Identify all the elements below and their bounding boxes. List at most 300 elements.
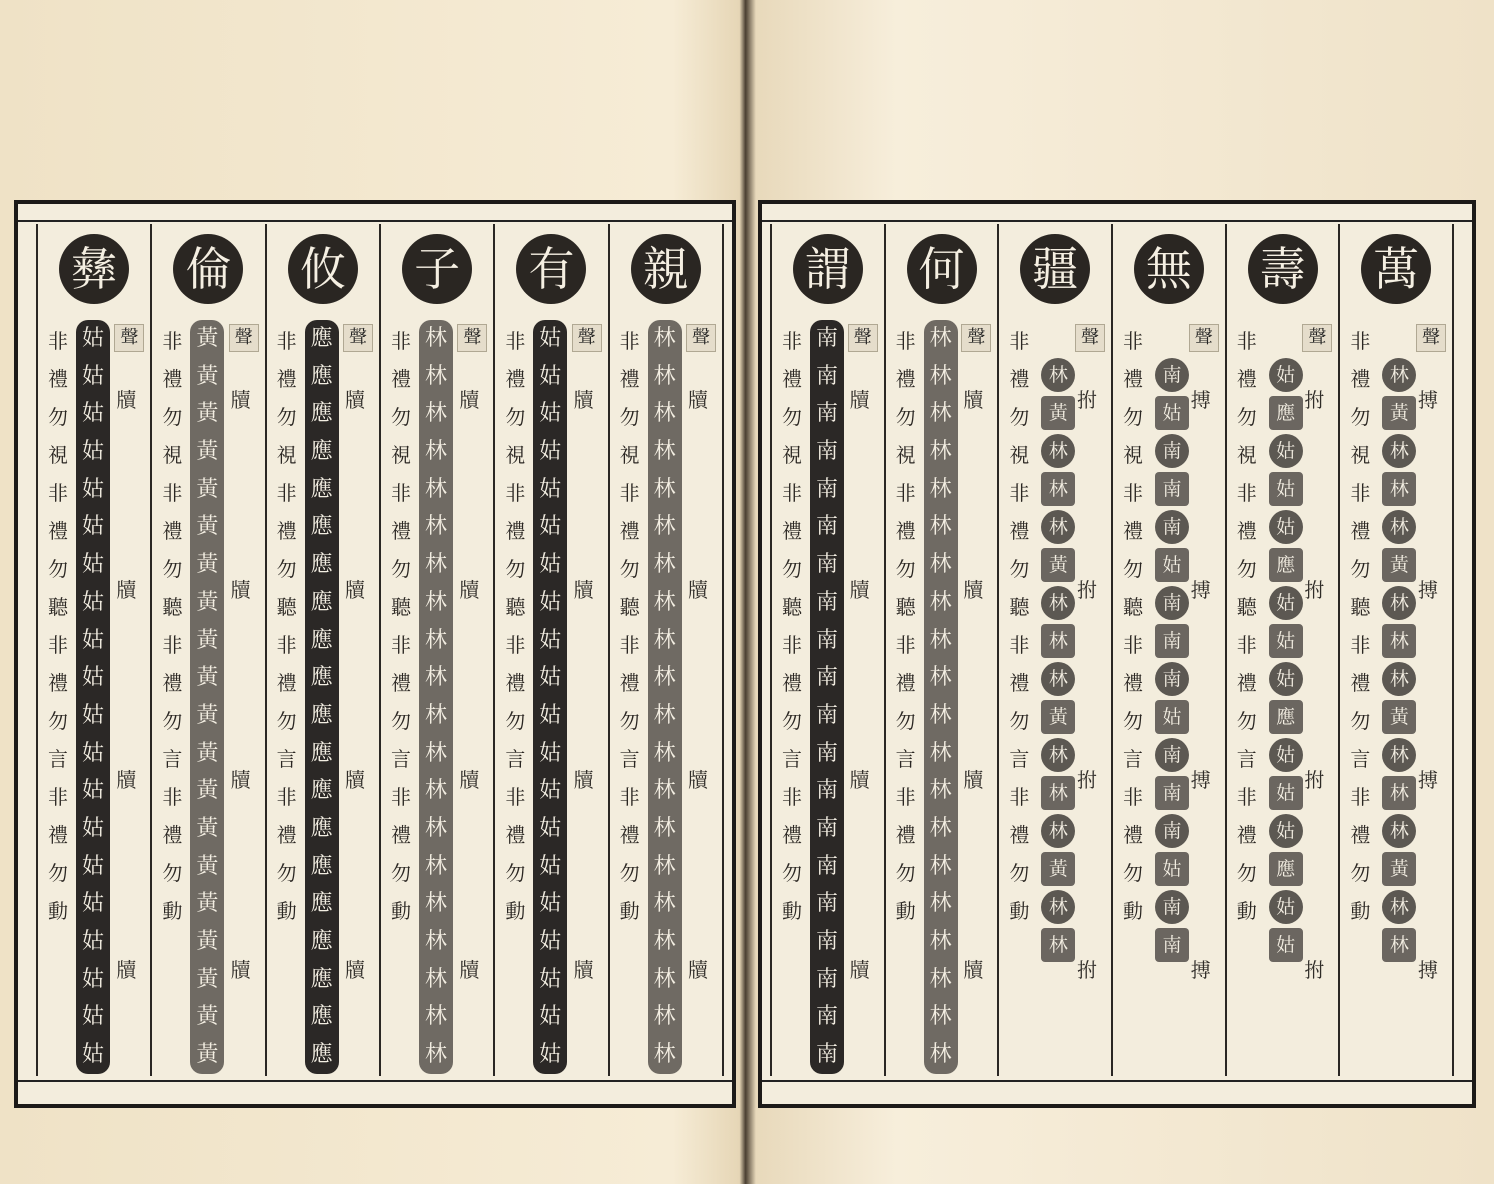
score-column: [36, 224, 152, 1076]
pitch-char: 姑: [539, 363, 562, 389]
note-mark: 南: [1155, 586, 1189, 620]
pitch-char: 南: [815, 778, 838, 804]
lyric-char: 動: [162, 899, 183, 923]
drum-mark: 拊: [1077, 958, 1098, 982]
lyric-char: 非: [390, 481, 411, 505]
lyric-char: 勿: [895, 557, 916, 581]
pitch-char: 林: [929, 514, 952, 540]
note-mark: 南: [1155, 434, 1189, 468]
lyric-char: 動: [1350, 899, 1371, 923]
pitch-char: 林: [424, 401, 447, 427]
lyric-char: 勿: [619, 709, 640, 733]
lyric-char: 勿: [1123, 861, 1144, 885]
drum-mark: 牘: [230, 578, 251, 602]
note-mark: 黃: [1382, 700, 1416, 734]
drum-mark: 牘: [459, 388, 480, 412]
lyric-char: 非: [48, 481, 68, 505]
pitch-char: 南: [815, 665, 838, 691]
pitch-char: 林: [653, 363, 676, 389]
pitch-char: 林: [424, 665, 447, 691]
note-mark: 林: [1041, 472, 1075, 506]
note-mark: 林: [1041, 358, 1075, 392]
lyric-char: 禮: [1123, 823, 1144, 847]
drum-mark: 拊: [1304, 768, 1325, 792]
lyric-char: 言: [1123, 747, 1144, 771]
pitch-char: 姑: [539, 778, 562, 804]
note-mark: 林: [1382, 928, 1416, 962]
lyric-char: 禮: [619, 519, 640, 543]
pitch-char: 黃: [196, 891, 219, 917]
pitch-char: 林: [424, 891, 447, 917]
column-title: 疆: [1020, 234, 1090, 304]
note-mark: 林: [1382, 662, 1416, 696]
lyric-char: 動: [895, 899, 916, 923]
pitch-char: 黃: [196, 778, 219, 804]
lyric-char: 聽: [48, 595, 68, 619]
lyric-char: 禮: [276, 823, 297, 847]
note-mark: 姑: [1269, 586, 1303, 620]
column-title: 彝: [59, 234, 129, 304]
lyric-char: 非: [505, 633, 526, 657]
note-mark: 姑: [1269, 434, 1303, 468]
lyric-char: 禮: [1350, 367, 1371, 391]
column-title: 萬: [1361, 234, 1431, 304]
pitch-char: 南: [815, 929, 838, 954]
lyric-char: 動: [619, 899, 640, 923]
lyric-char: 視: [1123, 443, 1144, 467]
sheng-label: 聲: [1302, 324, 1332, 352]
drum-mark: 搏: [1418, 958, 1439, 982]
pitch-char: 黃: [196, 702, 219, 728]
drum-mark: 搏: [1418, 578, 1439, 602]
note-mark: 林: [1382, 624, 1416, 658]
pitch-bar: [924, 320, 958, 1074]
drum-mark: 牘: [116, 578, 137, 602]
pitch-char: 南: [815, 627, 838, 653]
lyric-char: 視: [48, 443, 68, 467]
lyric-char: 勿: [619, 861, 640, 885]
pitch-char: 姑: [539, 815, 562, 841]
lyric-char: 勿: [1236, 709, 1257, 733]
pitch-char: 林: [653, 326, 676, 351]
lyric-char: 禮: [1236, 519, 1257, 543]
pitch-char: 應: [310, 740, 333, 766]
pitch-char: 林: [929, 1042, 952, 1068]
lyric-char: 非: [1350, 329, 1371, 353]
right-frame: [758, 200, 1476, 1108]
pitch-char: 林: [653, 778, 676, 804]
lyric-char: 非: [1009, 785, 1030, 809]
pitch-char: 姑: [539, 401, 562, 427]
lyric-char: 勿: [782, 405, 802, 429]
lyric-char: 聽: [895, 595, 916, 619]
column-title: 倫: [173, 234, 243, 304]
pitch-char: 應: [310, 439, 333, 465]
lyric-char: 禮: [895, 671, 916, 695]
pitch-char: 林: [929, 815, 952, 841]
lyric-char: 禮: [276, 671, 297, 695]
lyric-char: 言: [1350, 747, 1371, 771]
lyric-char: 非: [162, 481, 183, 505]
score-column: [999, 224, 1113, 1076]
note-mark: 南: [1155, 928, 1189, 962]
drum-mark: 牘: [459, 958, 480, 982]
sheng-label: 聲: [229, 324, 259, 352]
pitch-char: 姑: [81, 778, 104, 804]
note-mark: 黃: [1382, 548, 1416, 582]
left-page: [0, 0, 742, 1184]
lyric-char: 非: [48, 329, 68, 353]
lyric-char: 勿: [1123, 709, 1144, 733]
pitch-char: 應: [310, 627, 333, 653]
lyric-char: 禮: [782, 671, 802, 695]
pitch-char: 應: [310, 1004, 333, 1030]
lyric-char: 勿: [782, 557, 802, 581]
note-mark: 林: [1041, 662, 1075, 696]
lyric-char: 言: [782, 747, 802, 771]
lyric-char: 禮: [505, 367, 526, 391]
pitch-char: 林: [424, 966, 447, 992]
pitch-char: 林: [424, 476, 447, 502]
pitch-char: 林: [424, 589, 447, 615]
pitch-char: 黃: [196, 363, 219, 389]
pitch-char: 林: [929, 665, 952, 691]
lyric-char: 勿: [1123, 557, 1144, 581]
lyric-char: 非: [782, 481, 802, 505]
note-mark: 林: [1382, 472, 1416, 506]
lyric-char: 勿: [1236, 861, 1257, 885]
lyric-char: 非: [276, 633, 297, 657]
lyric-char: 禮: [48, 823, 68, 847]
lyric-char: 禮: [895, 367, 916, 391]
pitch-char: 姑: [539, 589, 562, 615]
pitch-char: 林: [653, 514, 676, 540]
lyric-char: 言: [276, 747, 297, 771]
lyric-char: 動: [1236, 899, 1257, 923]
lyric-char: 禮: [390, 519, 411, 543]
lyric-char: 禮: [162, 671, 183, 695]
note-mark: 黃: [1041, 700, 1075, 734]
lyric-char: 勿: [1236, 405, 1257, 429]
note-mark: 姑: [1155, 700, 1189, 734]
right-columns: [770, 224, 1454, 1076]
lyric-char: 勿: [505, 709, 526, 733]
lyric-char: 非: [619, 633, 640, 657]
pitch-char: 林: [424, 853, 447, 879]
lyric-char: 言: [895, 747, 916, 771]
lyric-char: 勿: [619, 557, 640, 581]
lyric-char: 非: [390, 329, 411, 353]
lyrics-column: [894, 322, 918, 930]
pitch-char: 南: [815, 1004, 838, 1030]
pitch-char: 姑: [81, 740, 104, 766]
pitch-char: 姑: [539, 1042, 562, 1068]
sheng-label: 聲: [848, 324, 878, 352]
sheng-label: 聲: [1189, 324, 1219, 352]
pitch-char: 姑: [81, 853, 104, 879]
pitch-char: 南: [815, 891, 838, 917]
lyric-char: 勿: [162, 709, 183, 733]
note-mark: 黃: [1041, 852, 1075, 886]
pitch-char: 林: [424, 1004, 447, 1030]
pitch-char: 林: [653, 476, 676, 502]
lyric-char: 禮: [1009, 519, 1030, 543]
lyric-char: 非: [1123, 329, 1144, 353]
note-mark: 應: [1269, 852, 1303, 886]
lyric-char: 言: [390, 747, 411, 771]
pitch-char: 南: [815, 702, 838, 728]
lyric-char: 禮: [505, 823, 526, 847]
pitch-char: 林: [929, 627, 952, 653]
pitch-char: 黃: [196, 589, 219, 615]
note-mark: 南: [1155, 624, 1189, 658]
lyric-char: 禮: [48, 519, 68, 543]
lyric-char: 禮: [782, 823, 802, 847]
sheng-label: 聲: [1416, 324, 1446, 352]
pitch-char: 林: [929, 966, 952, 992]
lyrics-column: [1348, 322, 1372, 930]
note-mark: 林: [1382, 890, 1416, 924]
drum-mark: 搏: [1190, 958, 1211, 982]
note-mark: 姑: [1155, 396, 1189, 430]
lyric-char: 勿: [48, 861, 68, 885]
note-mark: 林: [1041, 890, 1075, 924]
pitch-char: 林: [424, 552, 447, 578]
pitch-char: 應: [310, 1042, 333, 1068]
pitch-char: 南: [815, 401, 838, 427]
lyric-char: 禮: [276, 367, 297, 391]
lyric-char: 視: [782, 443, 802, 467]
note-mark: 林: [1041, 434, 1075, 468]
pitch-bar: [648, 320, 682, 1074]
drum-mark: 牘: [963, 768, 984, 792]
lyric-char: 視: [390, 443, 411, 467]
drum-mark: 搏: [1190, 578, 1211, 602]
lyric-char: 禮: [390, 367, 411, 391]
pitch-char: 姑: [81, 552, 104, 578]
lyric-char: 禮: [48, 671, 68, 695]
pitch-char: 南: [815, 476, 838, 502]
pitch-char: 姑: [81, 891, 104, 917]
column-title: 有: [516, 234, 586, 304]
pitch-char: 應: [310, 363, 333, 389]
pitch-char: 姑: [539, 439, 562, 465]
lyric-char: 聽: [276, 595, 297, 619]
pitch-char: 林: [424, 627, 447, 653]
lyric-char: 非: [1350, 785, 1371, 809]
score-column: [381, 224, 495, 1076]
pitch-char: 姑: [539, 627, 562, 653]
pitch-char: 姑: [81, 966, 104, 992]
lyrics-column: [1121, 322, 1145, 930]
lyric-char: 勿: [276, 557, 297, 581]
sheng-label: 聲: [572, 324, 602, 352]
pitch-char: 姑: [81, 702, 104, 728]
note-mark: 林: [1382, 434, 1416, 468]
lyric-char: 聽: [1236, 595, 1257, 619]
pitch-char: 南: [815, 326, 838, 351]
lyrics-column: [160, 322, 184, 930]
lyric-char: 言: [162, 747, 183, 771]
note-mark: 姑: [1269, 510, 1303, 544]
lyric-char: 非: [1123, 785, 1144, 809]
note-mark: 姑: [1269, 814, 1303, 848]
drum-mark: 牘: [459, 578, 480, 602]
pitch-char: 姑: [81, 815, 104, 841]
pitch-char: 黃: [196, 514, 219, 540]
drum-mark: 牘: [849, 958, 870, 982]
note-mark: 姑: [1269, 928, 1303, 962]
lyric-char: 禮: [505, 671, 526, 695]
pitch-char: 林: [929, 929, 952, 954]
pitch-char: 黃: [196, 966, 219, 992]
note-mark: 姑: [1269, 624, 1303, 658]
lyric-char: 聽: [619, 595, 640, 619]
lyrics-column: [46, 322, 70, 930]
pitch-char: 黃: [196, 552, 219, 578]
note-mark: 黃: [1041, 396, 1075, 430]
lyric-char: 禮: [48, 367, 68, 391]
lyrics-column: [275, 322, 299, 930]
pitch-char: 應: [310, 665, 333, 691]
pitch-char: 林: [424, 439, 447, 465]
score-column: [610, 224, 724, 1076]
drum-mark: 牘: [963, 578, 984, 602]
lyric-char: 動: [276, 899, 297, 923]
drum-mark: 牘: [344, 578, 365, 602]
pitch-char: 黃: [196, 326, 219, 351]
pitch-char: 南: [815, 1042, 838, 1068]
pitch-char: 林: [653, 627, 676, 653]
lyric-char: 非: [390, 633, 411, 657]
lyric-char: 非: [162, 633, 183, 657]
lyric-char: 勿: [390, 405, 411, 429]
score-column: [1340, 224, 1454, 1076]
lyric-char: 勿: [782, 861, 802, 885]
pitch-char: 林: [929, 853, 952, 879]
left-frame: [14, 200, 736, 1108]
note-mark: 林: [1382, 814, 1416, 848]
lyric-char: 勿: [895, 861, 916, 885]
lyric-char: 非: [1009, 329, 1030, 353]
drum-mark: 牘: [573, 388, 594, 412]
note-mark: 南: [1155, 776, 1189, 810]
lyric-char: 非: [1236, 481, 1257, 505]
pitch-char: 姑: [539, 929, 562, 954]
drum-mark: 拊: [1304, 958, 1325, 982]
note-mark: 姑: [1269, 472, 1303, 506]
pitch-bar: [810, 320, 844, 1074]
pitch-char: 姑: [81, 326, 104, 351]
note-mark: 姑: [1155, 852, 1189, 886]
lyric-char: 視: [162, 443, 183, 467]
pitch-char: 林: [929, 401, 952, 427]
lyric-char: 勿: [162, 861, 183, 885]
lyric-char: 聽: [782, 595, 802, 619]
drum-mark: 牘: [849, 768, 870, 792]
lyric-char: 言: [1009, 747, 1030, 771]
drum-mark: 搏: [1418, 388, 1439, 412]
score-column: [267, 224, 381, 1076]
pitch-char: 南: [815, 740, 838, 766]
pitch-char: 黃: [196, 740, 219, 766]
pitch-char: 應: [310, 589, 333, 615]
pitch-char: 林: [424, 815, 447, 841]
note-mark: 南: [1155, 814, 1189, 848]
lyric-char: 非: [505, 481, 526, 505]
note-mark: 南: [1155, 510, 1189, 544]
pitch-char: 應: [310, 966, 333, 992]
lyric-char: 非: [1236, 633, 1257, 657]
score-column: [495, 224, 609, 1076]
pitch-char: 林: [653, 552, 676, 578]
column-title: 謂: [793, 234, 863, 304]
pitch-char: 黃: [196, 665, 219, 691]
column-title: 親: [631, 234, 701, 304]
pitch-char: 林: [929, 740, 952, 766]
column-title: 攸: [288, 234, 358, 304]
lyric-char: 禮: [782, 519, 802, 543]
lyric-char: 非: [1236, 785, 1257, 809]
drum-mark: 牘: [116, 768, 137, 792]
drum-mark: 牘: [230, 388, 251, 412]
lyric-char: 勿: [505, 557, 526, 581]
lyric-char: 非: [1350, 481, 1371, 505]
pitch-char: 姑: [539, 853, 562, 879]
lyric-char: 禮: [162, 823, 183, 847]
pitch-char: 應: [310, 891, 333, 917]
pitch-bar: [76, 320, 110, 1074]
lyric-char: 禮: [1236, 367, 1257, 391]
drum-mark: 牘: [687, 768, 708, 792]
pitch-char: 林: [929, 589, 952, 615]
lyric-char: 勿: [1350, 405, 1371, 429]
drum-mark: 牘: [687, 578, 708, 602]
note-mark: 林: [1382, 776, 1416, 810]
pitch-char: 姑: [81, 589, 104, 615]
lyrics-column: [1235, 322, 1259, 930]
lyric-char: 非: [895, 481, 916, 505]
note-mark: 應: [1269, 548, 1303, 582]
lyric-char: 勿: [48, 405, 68, 429]
lyric-char: 禮: [1236, 671, 1257, 695]
lyric-char: 視: [895, 443, 916, 467]
pitch-char: 姑: [81, 439, 104, 465]
pitch-char: 林: [929, 552, 952, 578]
lyric-char: 動: [782, 899, 802, 923]
note-mark: 應: [1269, 396, 1303, 430]
note-mark: 南: [1155, 738, 1189, 772]
lyric-char: 勿: [1236, 557, 1257, 581]
lyric-char: 非: [619, 785, 640, 809]
pitch-char: 應: [310, 476, 333, 502]
drum-mark: 牘: [849, 578, 870, 602]
note-mark: 姑: [1269, 662, 1303, 696]
pitch-char: 林: [653, 702, 676, 728]
pitch-char: 林: [424, 1042, 447, 1068]
lyric-char: 勿: [619, 405, 640, 429]
lyric-char: 言: [619, 747, 640, 771]
pitch-char: 林: [424, 326, 447, 351]
note-mark: 應: [1269, 700, 1303, 734]
pitch-char: 林: [653, 853, 676, 879]
note-mark: 姑: [1269, 776, 1303, 810]
pitch-char: 姑: [539, 740, 562, 766]
lyric-char: 非: [895, 633, 916, 657]
pitch-char: 林: [929, 363, 952, 389]
drum-mark: 搏: [1190, 768, 1211, 792]
lyric-char: 禮: [162, 367, 183, 391]
